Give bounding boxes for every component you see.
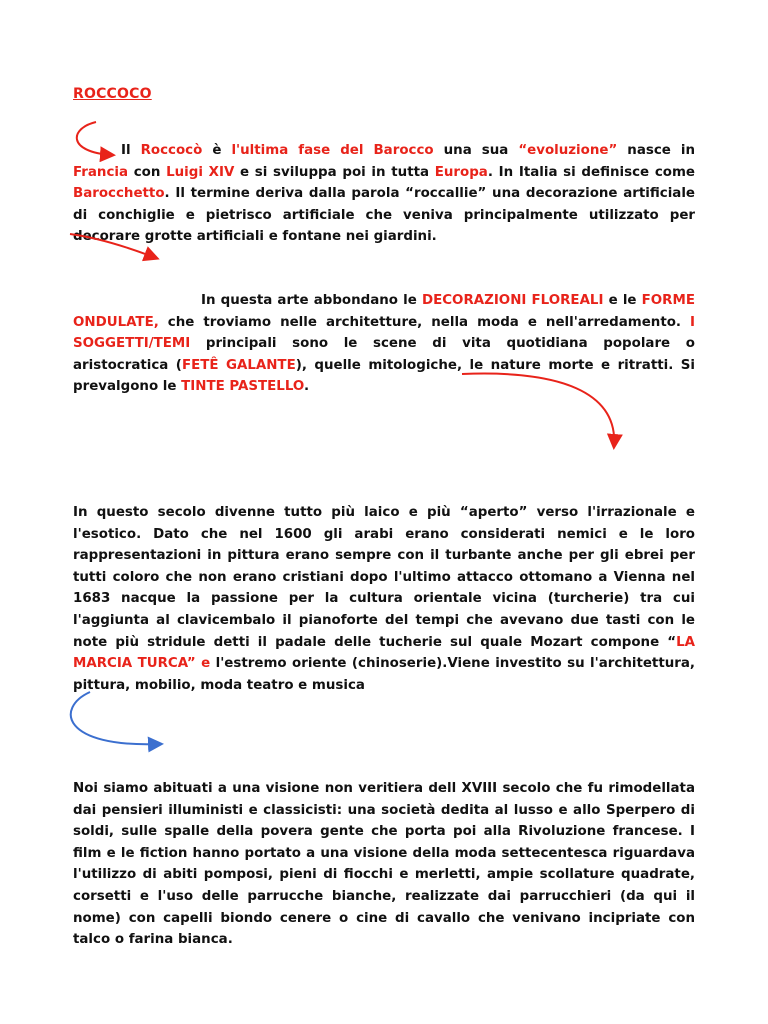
body-text: ), quelle mitologiche, le nature morte e ritratti. Si prevalgono le: [73, 357, 695, 395]
highlight-text: I SOGGETTI/TEMI: [73, 314, 695, 352]
paragraph-exoticism: [73, 502, 695, 696]
highlight-text: Francia: [73, 164, 129, 180]
body-text: . In Italia si definisce come: [487, 164, 696, 180]
body-text: con: [128, 164, 167, 180]
highlight-text: FORME ONDULATE,: [73, 293, 695, 330]
body-text: .: [303, 379, 310, 395]
body-text: una sua: [433, 143, 519, 158]
highlight-text: Roccocò: [140, 143, 203, 158]
body-text: e le: [603, 293, 642, 308]
body-text: Noi siamo abituati a una visione non veritiera dell XVIII secolo che fu rimodellata dai pensieri illuministi e classicisti: una società dedita al lusso e allo Sperpero di soldi, sulle spalle della povera gente che porta poi alla Rivoluzione francese. I film e le fiction hanno portato a una visione della moda settecentesca riguardava l'utilizzo di abiti pomposi, pieni di fiocchi e merletti, ampie scollature quadrate, corsetti e l'uso delle parrucche bianche, realizzate dai parrucchieri (da qui il nome) con capelli biondo cenere o cine di cavallo che venivano incipriate con talco o farina bianca.: [73, 781, 695, 948]
document-title: ROCCOCO: [73, 86, 152, 102]
highlight-text: TINTE PASTELLO: [181, 379, 304, 395]
highlight-text: Barocchetto: [73, 186, 165, 202]
paragraph-decorations: [73, 290, 695, 398]
body-text: . Il termine deriva dalla parola “roccallie” una decorazione artificiale di conchiglie e pietrisco artificiale che veniva principalmente utilizzato per decorare grotte artificiali e fontane nei giardini.: [73, 186, 695, 245]
body-text: In questo secolo divenne tutto più laico e più “aperto” verso l'irrazionale e l'esotico. Dato che nel 1600 gli arabi erano considerati nemici e le loro rappresentazioni in pittura erano sempre con il turbante anche per gli ebrei per tutti coloro che non erano cristiani dopo l'ultimo attacco ottomano a Vienna nel 1683 nacque la passione per la cultura orientale vicina (turcherie) tra cui l'aggiunta al clavicembalo il pianoforte del tempi che avevano due tasti con le note più stridule detti il padale delle tucherie sul quale Mozart compone “: [73, 505, 695, 650]
body-text: principali sono le scene di vita quotidiana popolare o aristocratica (: [73, 336, 695, 373]
body-text: nasce in: [617, 143, 695, 158]
highlight-text: DECORAZIONI FLOREALI: [421, 293, 604, 308]
body-text: In questa arte abbondano le: [201, 293, 422, 308]
body-text: e si sviluppa poi in tutta: [234, 164, 435, 180]
highlight-text: Europa: [434, 164, 488, 180]
highlight-text: “evoluzione”: [518, 143, 618, 158]
paragraph-intro: [73, 140, 695, 248]
highlight-text: LA MARCIA TURCA” e: [73, 634, 695, 672]
paragraph-fashion: [73, 778, 695, 951]
highlight-text: FETÊ GALANTE: [181, 357, 296, 373]
highlight-text: l'ultima fase del Barocco: [231, 143, 434, 158]
body-text: che troviamo nelle architetture, nella moda e nell'arredamento.: [158, 314, 691, 330]
body-text: l'estremo oriente (chinoserie).Viene investito su l'architettura, pittura, mobilio, moda teatro e musica: [73, 656, 695, 693]
body-text: Il: [121, 143, 141, 158]
blue-curved-arrow-icon: [71, 692, 160, 744]
body-text: è: [202, 143, 232, 158]
highlight-text: Luigi XIV: [166, 164, 235, 180]
